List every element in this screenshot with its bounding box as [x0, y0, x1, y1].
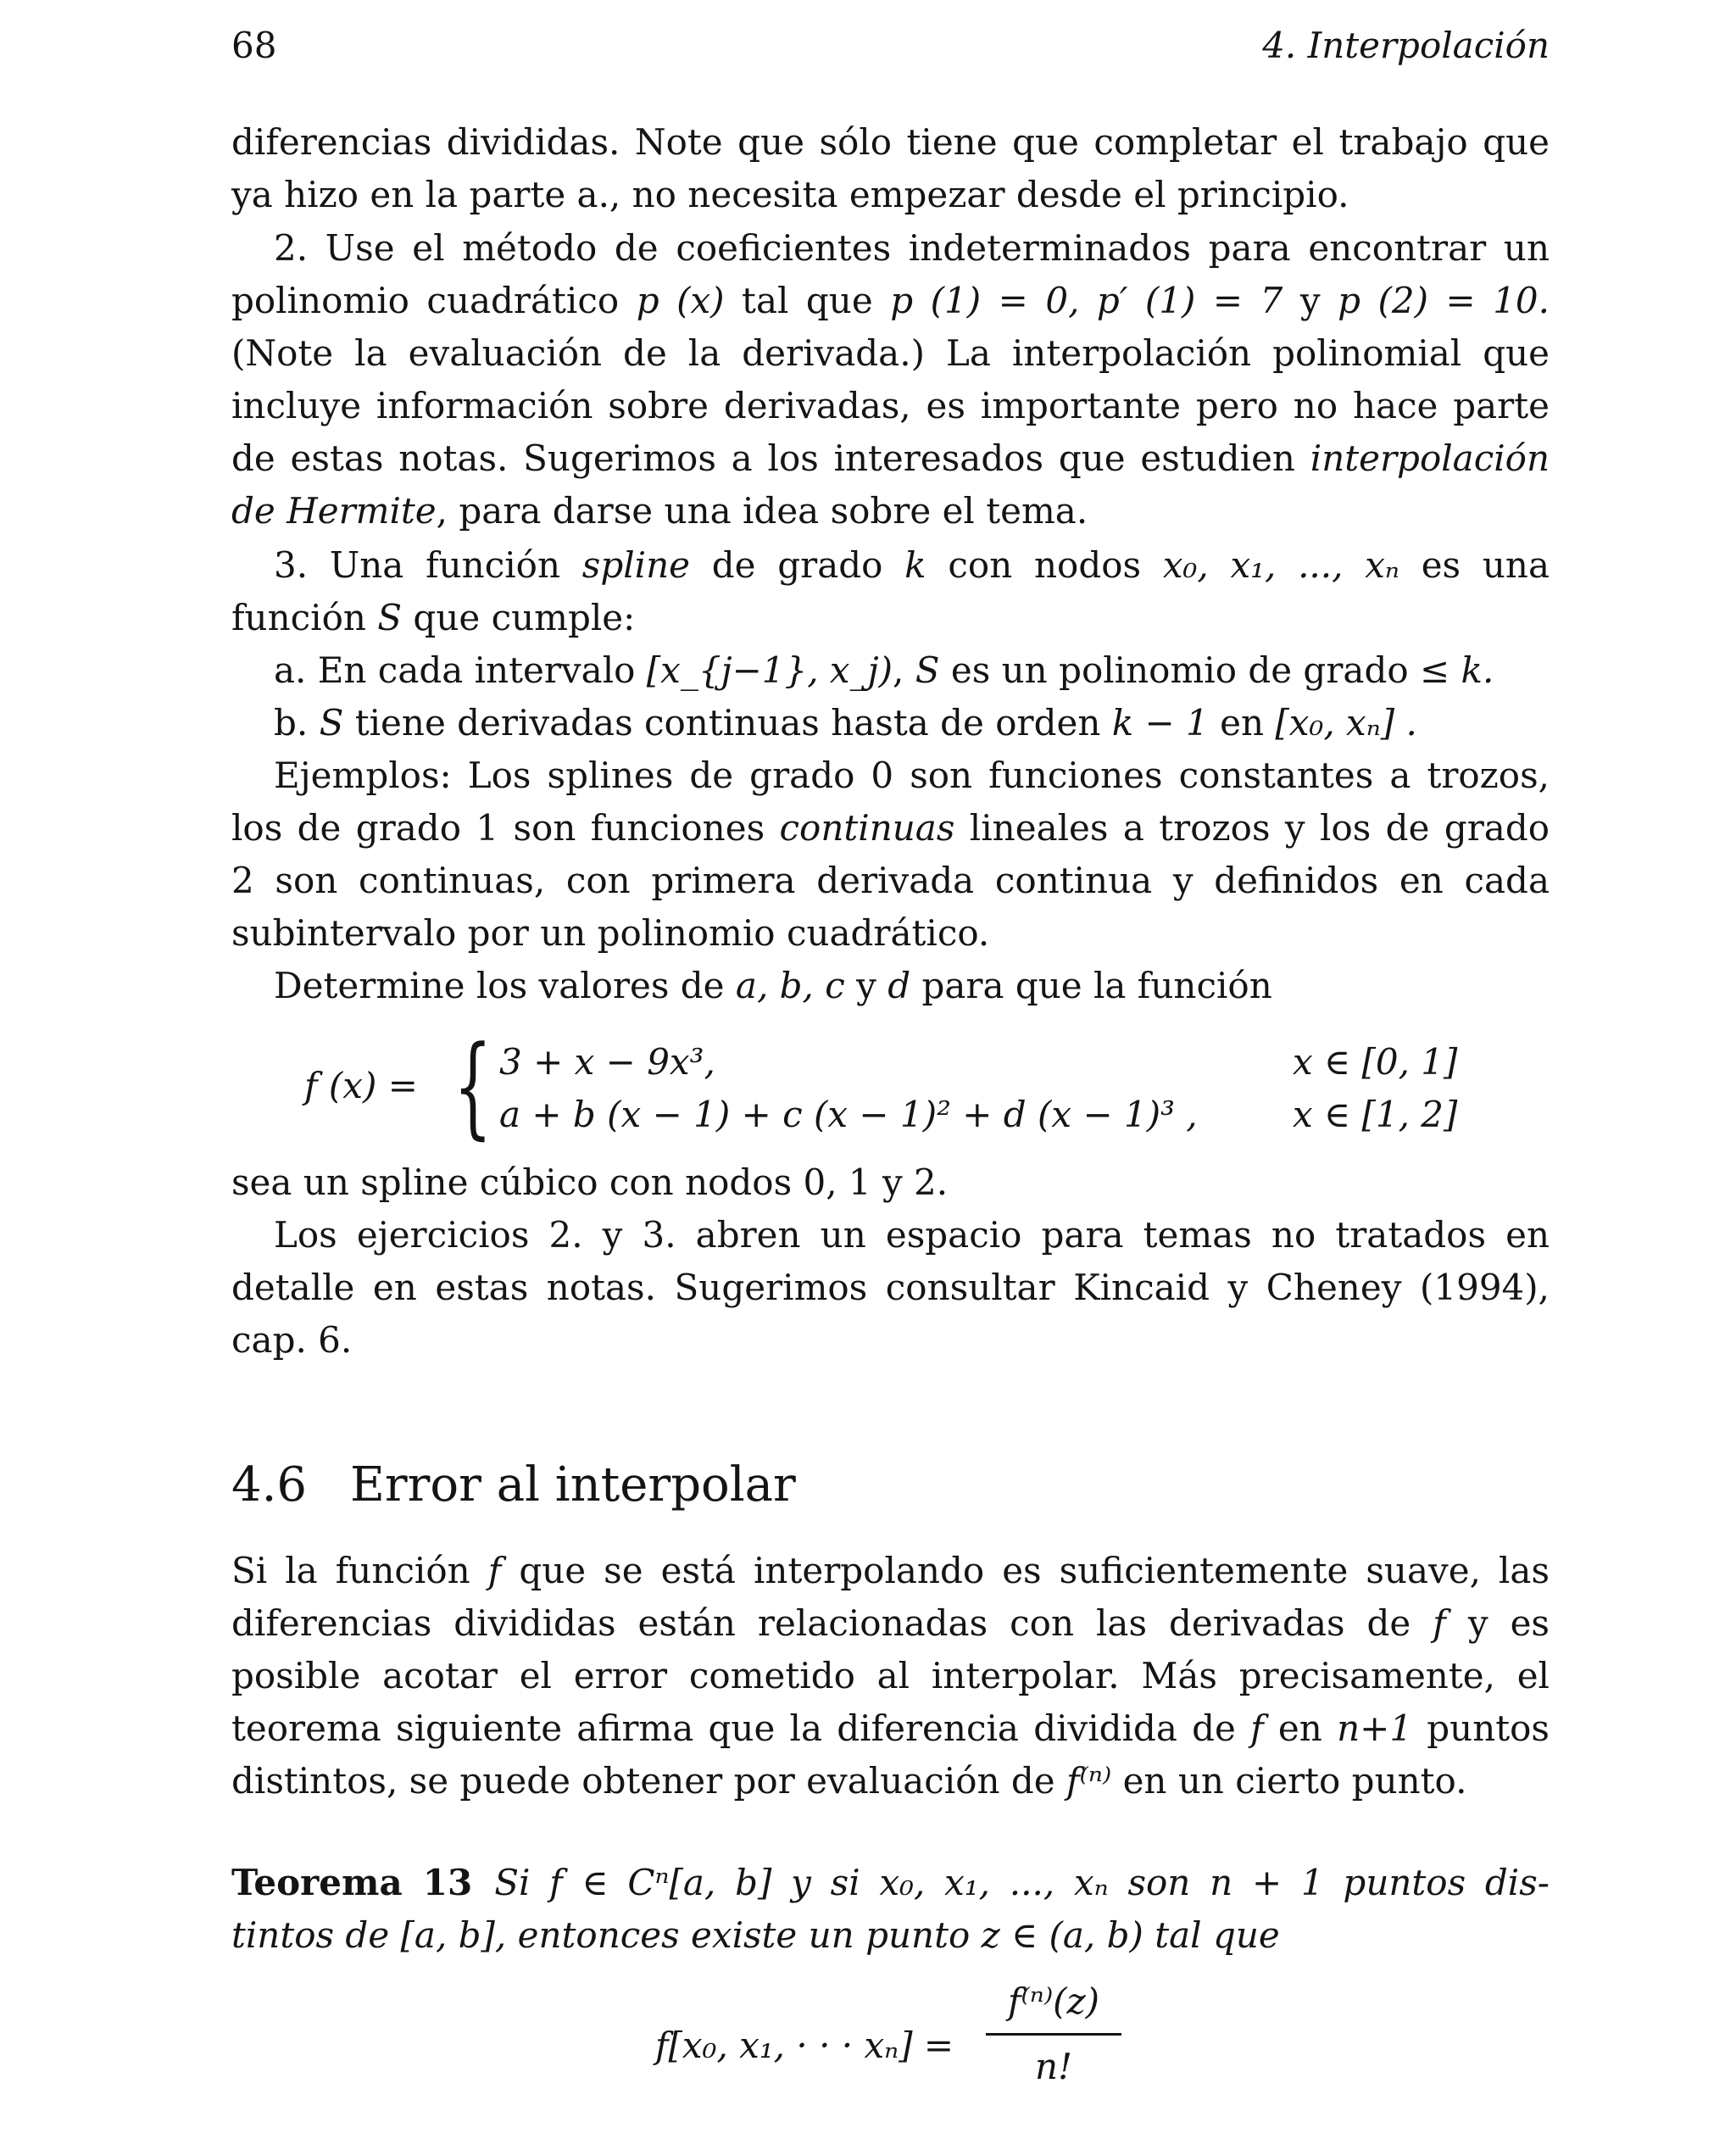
fraction-numerator: f⁽ⁿ⁾(z) [1007, 1980, 1100, 2022]
case-row-2: a + b (x − 1) + c (x − 1)² + d (x − 1)³ , [499, 1094, 1198, 1135]
condition-a: a. En cada intervalo [x_{j−1}, x_j), S es un polinomio de grado ≤ k. [274, 649, 1494, 691]
paragraph-line: cap. 6. [231, 1319, 353, 1361]
paragraph-line: sea un spline cúbico con nodos 0, 1 y 2. [231, 1161, 949, 1203]
case-condition-2: x ∈ [1, 2] [1293, 1094, 1458, 1135]
case-row-1: 3 + x − 9x³, [499, 1041, 715, 1083]
exercise-2-line: de Hermite, para darse una idea sobre el tema. [231, 490, 1088, 532]
section-paragraph-line: Si la función f que se está interpolando es suficientemente suave, las [231, 1550, 1550, 1591]
section-paragraph-line: posible acotar el error cometido al interpolar. Más precisamente, el [231, 1655, 1550, 1696]
examples-line: 2 son continuas, con primera derivada continua y definidos en cada [231, 860, 1550, 901]
instruction-line: Determine los valores de a, b, c y d para que la función [274, 965, 1272, 1006]
section-paragraph-line: teorema siguiente afirma que la diferencia dividida de f en n+1 puntos [231, 1707, 1550, 1749]
exercise-2-line: 2. Use el método de coeficientes indeterminados para encontrar un [274, 227, 1550, 269]
exercise-2-line: incluye información sobre derivadas, es importante pero no hace parte [231, 385, 1550, 426]
running-header [231, 20, 1550, 71]
section-paragraph-line: diferencias divididas están relacionadas con las derivadas de f y es [231, 1602, 1550, 1644]
examples-line: subintervalo por un polinomio cuadrático. [231, 912, 990, 954]
page-number: 68 [231, 25, 277, 66]
piecewise-function [231, 1022, 1550, 1150]
case-condition-1: x ∈ [0, 1] [1293, 1041, 1458, 1083]
exercise-3-line: función S que cumple: [231, 597, 636, 638]
fraction-bar [986, 2033, 1121, 2036]
section-heading [231, 1451, 796, 1519]
paragraph-line: ya hizo en la parte a., no necesita empezar desde el principio. [231, 174, 1349, 215]
exercise-2-line: polinomio cuadrático p (x) tal que p (1) = 0, p′ (1) = 7 y p (2) = 10. [231, 280, 1550, 321]
section-number: 4.6 [231, 1457, 308, 1512]
section-title: Error al interpolar [350, 1457, 796, 1512]
divided-difference-formula [231, 1975, 1550, 2103]
examples-line: los de grado 1 son funciones continuas lineales a trozos y los de grado [231, 807, 1550, 849]
paragraph-line: diferencias divididas. Note que sólo tiene que completar el trabajo que [231, 121, 1550, 163]
paragraph-line: detalle en estas notas. Sugerimos consultar Kincaid y Cheney (1994), [231, 1267, 1550, 1308]
theorem-statement: Teorema 13 Si f ∈ Cⁿ[a, b] y si x₀, x₁, ..., xₙ son n + 1 puntos dis- [231, 1862, 1550, 1903]
theorem-label: Teorema 13 [231, 1862, 473, 1903]
paragraph-line: Los ejercicios 2. y 3. abren un espacio para temas no tratados en [274, 1214, 1550, 1256]
fraction-denominator: n! [1035, 2046, 1072, 2087]
formula-fraction [986, 1975, 1121, 2093]
formula-lhs: f[x₀, x₁, · · · xₙ] = [655, 2025, 954, 2066]
condition-b: b. S tiene derivadas continuas hasta de orden k − 1 en [x₀, xₙ] . [274, 702, 1417, 744]
exercise-2-line: de estas notas. Sugerimos a los interesados que estudien interpolación [231, 437, 1550, 479]
exercise-3-line: 3. Una función spline de grado k con nodos x₀, x₁, ..., xₙ es una [274, 544, 1550, 586]
left-brace: { [453, 1022, 492, 1150]
chapter-title: 4. Interpolación [1262, 25, 1550, 66]
examples-line: Ejemplos: Los splines de grado 0 son funciones constantes a trozos, [274, 755, 1550, 796]
function-lhs: f (x) = [304, 1065, 418, 1106]
section-paragraph-line: distintos, se puede obtener por evaluación de f⁽ⁿ⁾ en un cierto punto. [231, 1760, 1467, 1802]
exercise-2-line: (Note la evaluación de la derivada.) La interpolación polinomial que [231, 332, 1550, 374]
theorem-statement: tintos de [a, b], entonces existe un punto z ∈ (a, b) tal que [231, 1914, 1280, 1956]
